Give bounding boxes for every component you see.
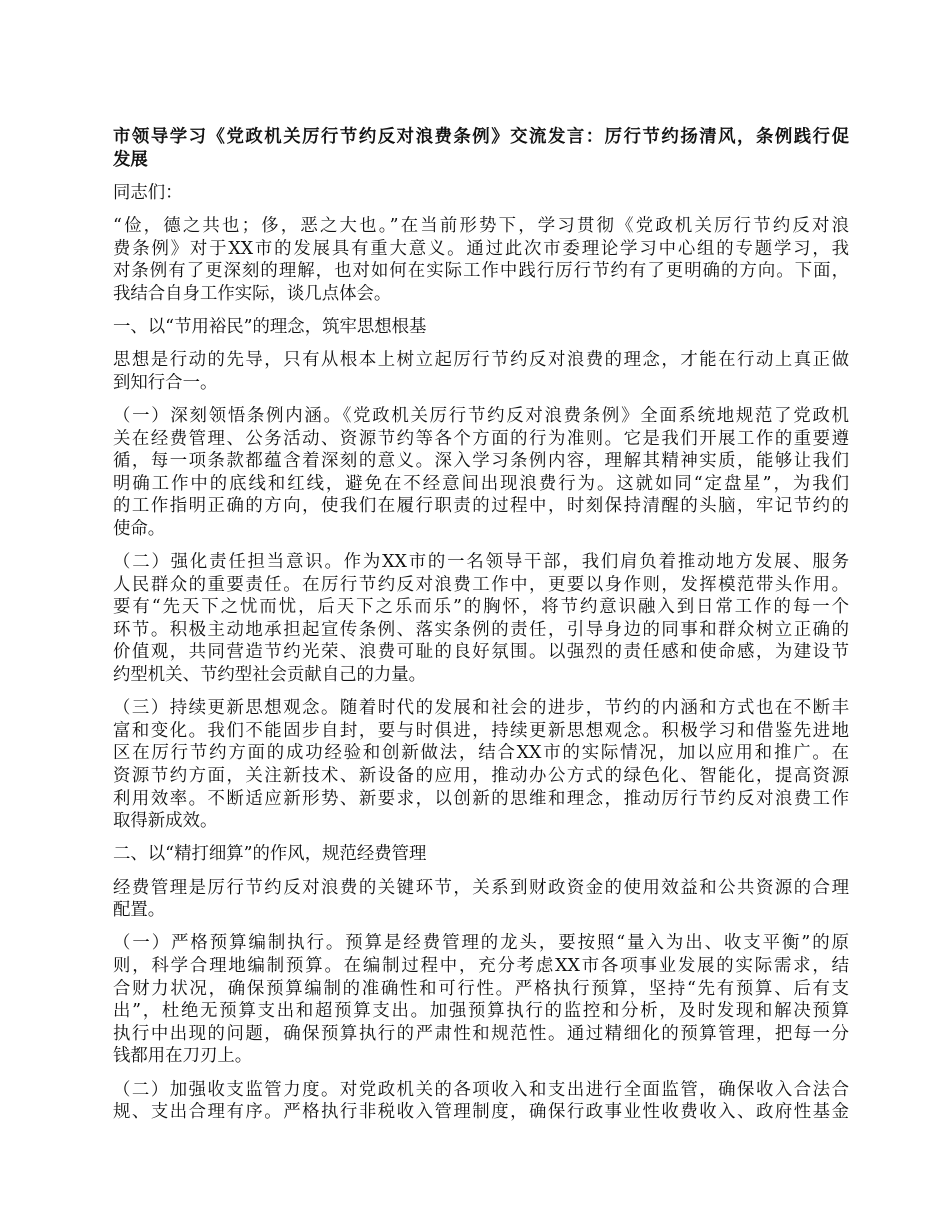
document-body — [113, 126, 849, 1134]
text-line: 明确工作中的底线和红线，避免在不经意间出现浪费行为。这就如同“定盘星”，为我们 — [113, 473, 849, 494]
paragraph — [113, 697, 849, 833]
text-line: 使命。 — [113, 518, 166, 539]
text-line: （一）深刻领悟条例内涵。《党政机关厉行节约反对浪费条例》全面系统地规范了党政机 — [113, 405, 849, 426]
text-line: 利用效率。不断适应新形势、新要求，以创新的思维和理念，推动厉行节约反对浪费工作 — [113, 788, 849, 809]
text-line: 人民群众的重要责任。在厉行节约反对浪费工作中，更要以身作则，发挥模范带头作用。 — [113, 574, 849, 595]
text-line: 则，科学合理地编制预算。在编制过程中，充分考虑XX市各项事业发展的实际需求，结 — [113, 955, 849, 976]
text-line: 钱都用在刀刃上。 — [113, 1046, 253, 1067]
text-line: 到知行合一。 — [113, 372, 218, 393]
text-line: 出”，杜绝无预算支出和超预算支出。加强预算执行的监控和分析，及时发现和解决预算 — [113, 1001, 849, 1022]
text-line: 要有“先天下之忧而忧，后天下之乐而乐”的胸怀，将节约意识融入到日常工作的每一个 — [113, 597, 849, 618]
text-line: 配置。 — [113, 900, 166, 921]
text-line: （二）加强收支监管力度。对党政机关的各项收入和支出进行全面监管，确保收入合法合 — [113, 1079, 849, 1100]
paragraph — [113, 215, 849, 305]
text-line: （一）严格预算编制执行。预算是经费管理的龙头，要按照“量入为出、收支平衡”的原 — [113, 933, 849, 954]
paragraph — [113, 349, 849, 394]
text-line: 环节。积极主动地承担起宣传条例、落实条例的责任，引导身边的同事和群众树立正确的 — [113, 619, 849, 640]
text-line: （三）持续更新思想观念。随着时代的发展和社会的进步，节约的内涵和方式也在不断丰 — [113, 698, 849, 719]
paragraph — [113, 551, 849, 687]
text-line: 市领导学习《党政机关厉行节约反对浪费条例》交流发言：厉行节约扬清风，条例践行促 — [113, 127, 849, 147]
salutation — [113, 182, 849, 205]
text-line: 的工作指明正确的方向，使我们在履行职责的过程中，时刻保持清醒的头脑，牢记节约的 — [113, 496, 849, 517]
text-line: 一、以“节用裕民”的理念，筑牢思想根基 — [113, 316, 427, 337]
text-line: 价值观，共同营造节约光荣、浪费可耻的良好氛围。以强烈的责任感和使命感，为建设节 — [113, 642, 849, 663]
text-line: 约型机关、节约型社会贡献自己的力量。 — [113, 665, 427, 686]
section-heading — [113, 843, 849, 866]
text-line: 经费管理是厉行节约反对浪费的关键环节，关系到财政资金的使用效益和公共资源的合理 — [113, 877, 849, 898]
text-line: 思想是行动的先导，只有从根本上树立起厉行节约反对浪费的理念，才能在行动上真正做 — [113, 350, 849, 371]
text-line: “俭，德之共也；侈，恶之大也。”在当前形势下，学习贯彻《党政机关厉行节约反对浪 — [113, 215, 849, 236]
text-line: 取得新成效。 — [113, 811, 218, 832]
text-line: 区在厉行节约方面的成功经验和创新做法，结合XX市的实际情况，加以应用和推广。在 — [113, 743, 849, 764]
text-line: 发展 — [113, 149, 148, 170]
text-line: 关在经费管理、公务活动、资源节约等各个方面的行为准则。它是我们开展工作的重要遵 — [113, 428, 849, 449]
text-line: 同志们： — [113, 182, 183, 203]
text-line: 资源节约方面，关注新技术、新设备的应用，推动办公方式的绿色化、智能化，提高资源 — [113, 766, 849, 786]
section-heading — [113, 316, 849, 339]
text-line: 执行中出现的问题，确保预算执行的严肃性和规范性。通过精细化的预算管理，把每一分 — [113, 1023, 849, 1044]
document-title — [113, 126, 849, 171]
text-line: 费条例》对于XX市的发展具有重大意义。通过此次市委理论学习中心组的专题学习，我 — [113, 238, 849, 259]
text-line: 我结合自身工作实际，谈几点体会。 — [113, 283, 392, 304]
paragraph — [113, 1079, 849, 1124]
text-line: （二）强化责任担当意识。作为XX市的一名领导干部，我们肩负着推动地方发展、服务 — [113, 552, 849, 573]
paragraph — [113, 932, 849, 1068]
text-line: 二、以“精打细算”的作风，规范经费管理 — [113, 844, 427, 865]
text-line: 合财力状况，确保预算编制的准确性和可行性。严格执行预算，坚持“先有预算、后有支 — [113, 978, 849, 999]
paragraph — [113, 877, 849, 922]
paragraph — [113, 405, 849, 541]
text-line: 富和变化。我们不能固步自封，要与时俱进，持续更新思想观念。积极学习和借鉴先进地 — [113, 720, 849, 741]
text-line: 循，每一项条款都蕴含着深刻的意义。深入学习条例内容，理解其精神实质，能够让我们 — [113, 451, 849, 472]
text-line: 规、支出合理有序。严格执行非税收入管理制度，确保行政事业性收费收入、政府性基金 — [113, 1102, 849, 1123]
text-line: 对条例有了更深刻的理解，也对如何在实际工作中践行厉行节约有了更明确的方向。下面， — [113, 261, 849, 282]
